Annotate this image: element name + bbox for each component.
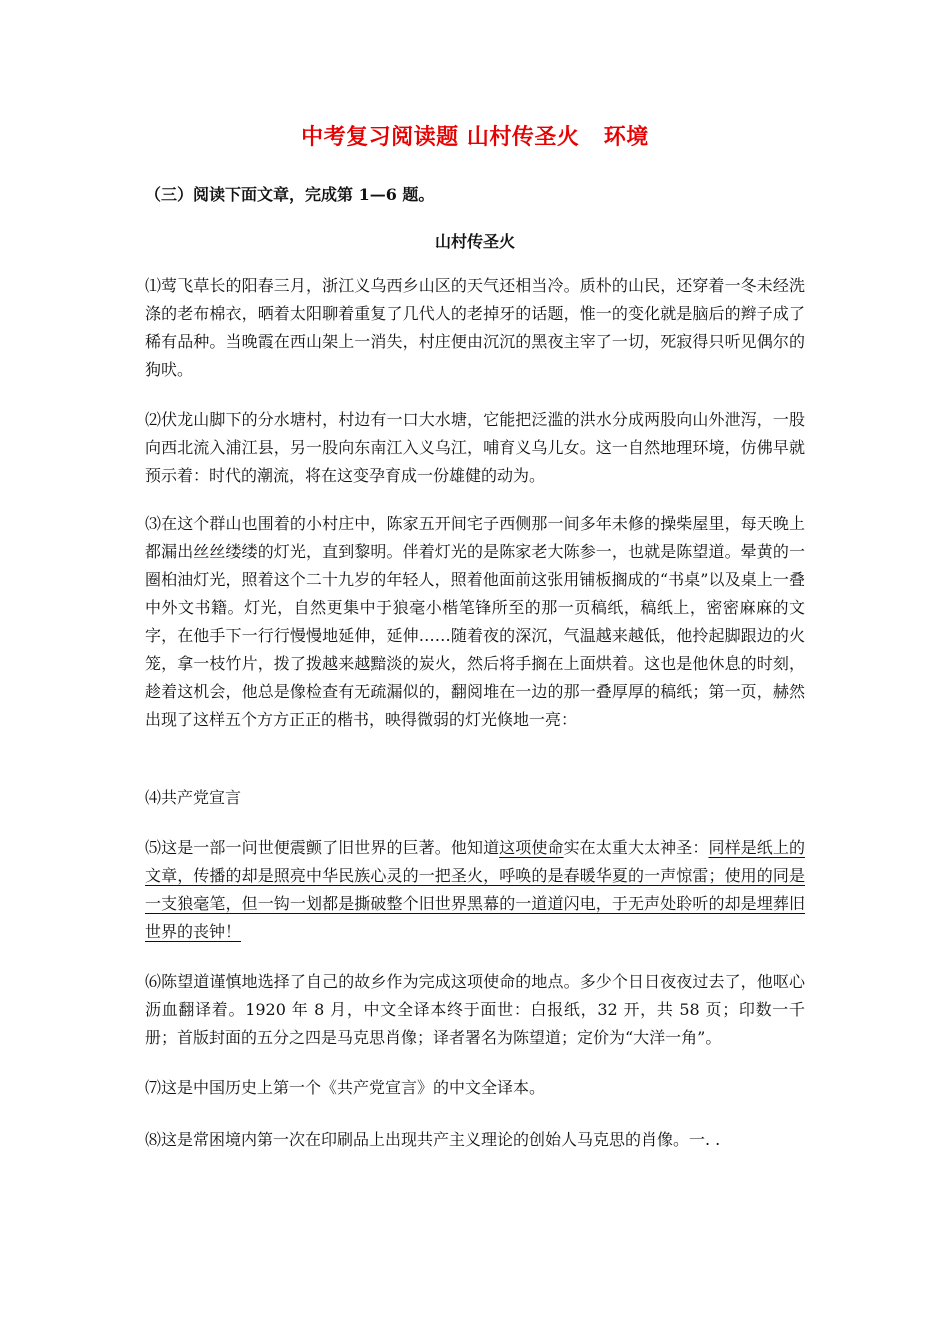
paragraph-4: ⑷共产党宣言 (145, 788, 242, 807)
paragraph-8: ⑻这是常困境内第一次在印刷品上出现共产主义理论的创始人马克思的肖像。一. . (145, 1130, 721, 1149)
document-title: 中考复习阅读题 山村传圣火 环境 (301, 124, 649, 150)
paragraph-1: ⑴莺飞草长的阳春三月，浙江义乌西乡山区的天气还相当冷。质朴的山民，还穿着一冬未经洗涤的老布棉衣，晒着太阳聊着重复了几代人的老掉牙的话题，惟一的变化就是脑后的辫子成了稀有品种。当晚霞在西山架上一消失，村庄便由沉沉的黑夜主宰了一切，死寂得只听见偶尔的狗吠。 (145, 276, 805, 379)
paragraph-6: ⑹陈望道谨慎地选择了自己的故乡作为完成这项使命的地点。多少个日日夜夜过去了，他呕心沥血翻译着。1920 年 8 月，中文全译本终于面世：白报纸，32 开，共 58 页；印数一千册；首版封面的五分之四是马克思肖像；译者署名为陈望道；定价为“大洋一角”。 (145, 972, 805, 1047)
underlined-passage: 同样是纸上的文章，传播的却是照亮中华民族心灵的一把圣火，呼唤的是春暖华夏的一声惊雷；使用的同是一支狼毫笔，但一钩一划都是撕破整个旧世界黑幕的一道道闪电，于无声处聆听的却是埋葬旧世界的丧钟！ (145, 838, 805, 941)
paragraph-3: ⑶在这个群山也围着的小村庄中，陈家五开间宅子西侧那一间多年未修的操柴屋里，每天晚上都漏出丝丝缕缕的灯光，直到黎明。伴着灯光的是陈家老大陈参一，也就是陈望道。晕黄的一圈桕油灯光，照着这个二十九岁的年轻人，照着他面前这张用铺板搁成的“书桌”以及桌上一叠中外文书籍。灯光，自然更集中于狼毫小楷笔锋所至的那一页稿纸，稿纸上，密密麻麻的文字，在他手下一行行慢慢地延伸，延伸……随着夜的深沉，气温越来越低，他拎起脚跟边的火笼，拿一枝竹片，拨了拨越来越黯淡的炭火，然后将手搁在上面烘着。这也是他休息的时刻，趁着这机会，他总是像检查有无疏漏似的，翻阅堆在一边的那一叠厚厚的稿纸；第一页，赫然出现了这样五个方方正正的楷书，映得微弱的灯光倏地一亮： (145, 514, 805, 729)
article-title: 山村传圣火 (434, 232, 515, 251)
paragraph-2: ⑵伏龙山脚下的分水塘村，村边有一口大水塘，它能把泛滥的洪水分成两股向山外泄泻，一股向西北流入浦江县，另一股向东南江入义乌江，哺育义乌儿女。这一自然地理环境，仿佛早就预示着：时代的潮流，将在这变孕育成一份雄健的动为。 (145, 410, 805, 485)
paragraph-5-intro: ⑸这是一部一问世便震颤了旧世界的巨著。他知道 (145, 838, 500, 857)
paragraph-7: ⑺这是中国历史上第一个《共产党宣言》的中文全译本。 (145, 1078, 546, 1097)
underlined-phrase-mission: 这项使命 (499, 838, 564, 857)
paragraph-5-middle: 实在太重大太神圣： (563, 838, 709, 857)
section-heading: （三）阅读下面文章，完成第 1—6 题。 (145, 185, 435, 204)
paragraph-5 (145, 834, 805, 946)
